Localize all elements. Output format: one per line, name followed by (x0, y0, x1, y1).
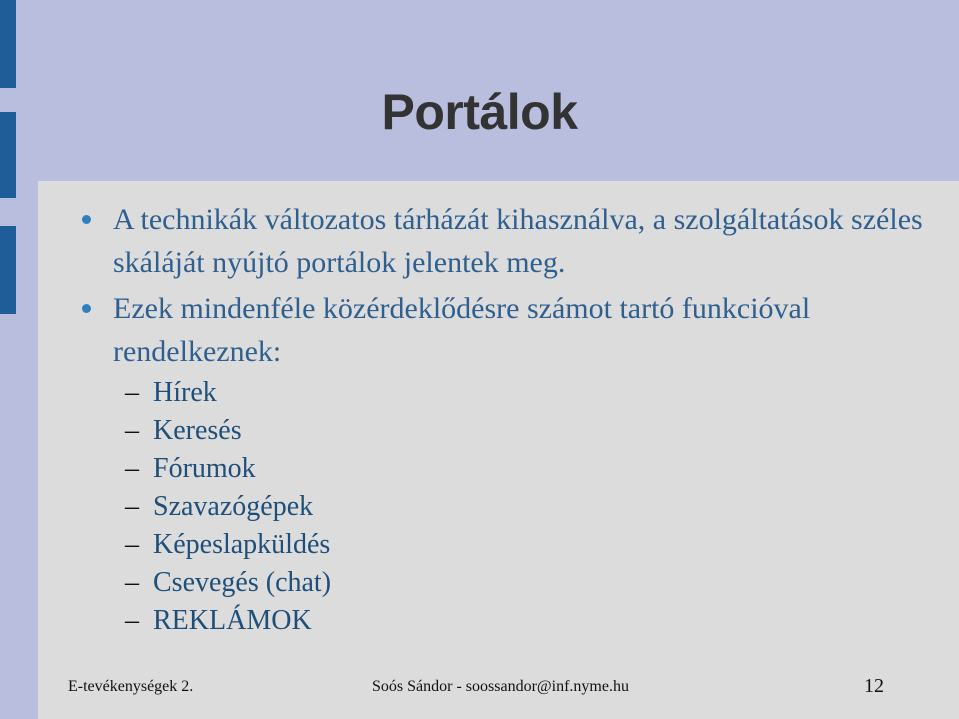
footer-course: E-tevékenységek 2. (68, 678, 194, 695)
dash-icon: – (125, 377, 139, 408)
bullet-item (76, 198, 936, 284)
subitem-text: Szavazógépek (153, 491, 314, 522)
accent-bar-top (0, 0, 16, 88)
dash-icon: – (125, 453, 139, 484)
subitem-text: Hírek (153, 377, 217, 408)
subitem (113, 450, 936, 488)
subitem-list (113, 374, 936, 640)
bullet-text: A technikák változatos tárházát kihasználva, a szolgáltatások széles skáláját nyújtó portálok jelentek meg. (113, 203, 923, 279)
bullet-text: Ezek mindenféle közérdeklődésre számot tartó funkcióval rendelkeznek: (113, 292, 811, 368)
page-number: 12 (864, 675, 884, 697)
subitem-text: Fórumok (153, 453, 256, 484)
subitem-text: Képeslapküldés (153, 529, 331, 560)
dash-icon: – (125, 605, 139, 636)
subitem-text: Keresés (153, 415, 242, 446)
bullet-dot-icon (82, 304, 91, 313)
dash-icon: – (125, 491, 139, 522)
slide-title: Portálok (381, 84, 578, 140)
subitem (113, 526, 936, 564)
subitem (113, 488, 936, 526)
dash-icon: – (125, 529, 139, 560)
bullet-dot-icon (82, 215, 91, 224)
subitem (113, 412, 936, 450)
accent-bar-bottom (0, 226, 16, 314)
dash-icon: – (125, 415, 139, 446)
dash-icon: – (125, 567, 139, 598)
bullet-list (76, 198, 936, 640)
footer-author: Soós Sándor - soossandor@inf.nyme.hu (372, 678, 629, 695)
subitem (113, 564, 936, 602)
subitem (113, 602, 936, 640)
subitem-text: Csevegés (chat) (153, 567, 332, 598)
bullet-item (76, 287, 936, 640)
subitem-text: REKLÁMOK (153, 605, 312, 636)
subitem (113, 374, 936, 412)
